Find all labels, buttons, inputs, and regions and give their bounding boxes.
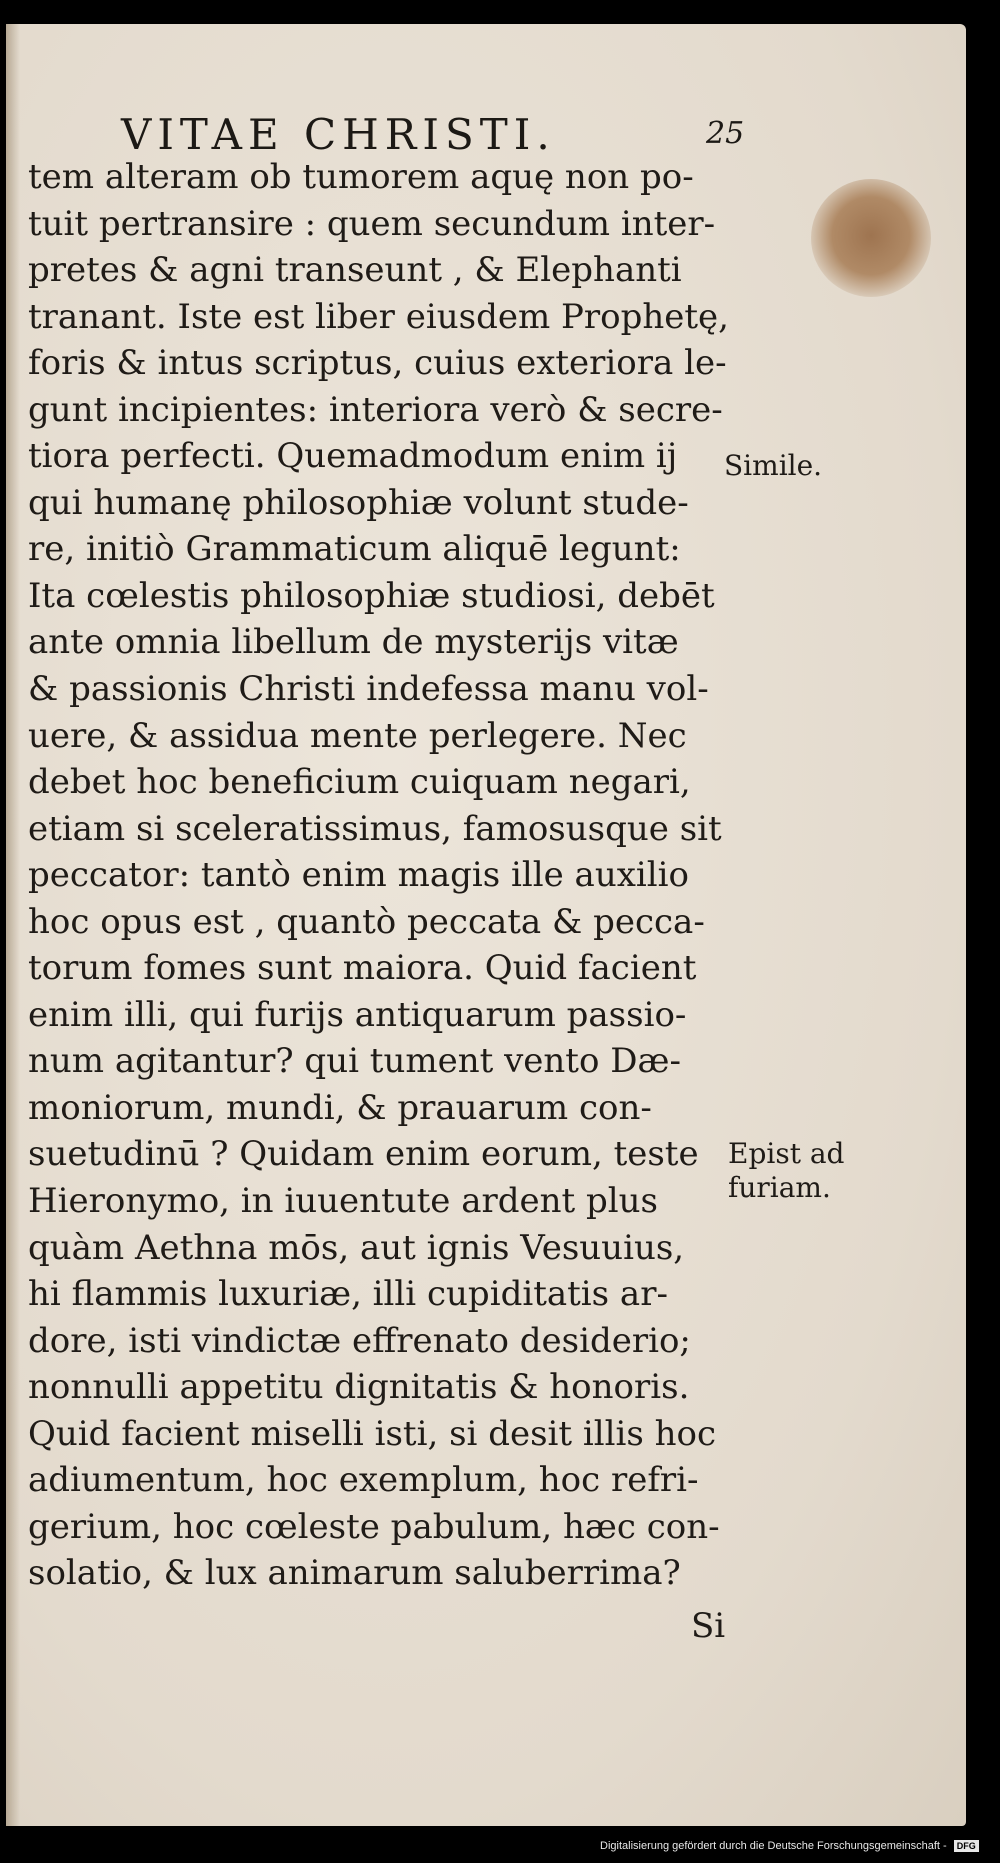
text-line: qui humanę philosophiæ volunt stude- [28, 482, 689, 523]
text-line: hoc opus est , quantò peccata & pecca- [28, 901, 705, 942]
margin-note-simile: Simile. [724, 449, 823, 482]
text-line: Ita cœlestis philosophiæ studiosi, debēt [28, 575, 715, 616]
dfg-logo: DFG [954, 1840, 979, 1852]
text-line: moniorum, mundi, & prauarum con- [28, 1087, 652, 1128]
foxing-stain [811, 179, 931, 297]
catchword: Si [691, 1606, 726, 1646]
text-line: Quid facient miselli isti, si desit illis hoc [28, 1413, 717, 1454]
text-line: etiam si sceleratissimus, famosusque sit [28, 808, 722, 849]
text-line: tranant. Iste est liber eiusdem Prophetę, [28, 296, 729, 337]
text-line: enim illi, qui furijs antiquarum passio- [28, 994, 687, 1035]
text-line: re, initiò Grammaticum aliquē legunt: [28, 529, 681, 570]
text-line: hi flammis luxuriæ, illi cupiditatis ar- [28, 1274, 668, 1315]
text-line: adiumentum, hoc exemplum, hoc refri- [28, 1460, 699, 1501]
running-head: VITAE CHRISTI. [121, 110, 556, 159]
text-line: uere, & assidua mente perlegere. Nec [28, 715, 687, 756]
folio-number: 25 [706, 116, 745, 151]
credit-text: Digitalisierung gefördert durch die Deutsche Forschungsgemeinschaft - [600, 1840, 947, 1852]
text-line: tuit pertransire : quem secundum inter- [28, 203, 716, 244]
text-line: suetudinū ? Quidam enim eorum, teste [28, 1134, 699, 1175]
text-line: debet hoc beneficium cuiquam negari, [28, 762, 691, 803]
text-line: peccator: tantò enim magis ille auxilio [28, 855, 689, 896]
text-line: num agitantur? qui tument vento Dæ- [28, 1041, 681, 1082]
digitization-credit [600, 1840, 979, 1852]
text-line: foris & intus scriptus, cuius exteriora le- [28, 343, 727, 384]
text-line: Hieronymo, in iuuentute ardent plus [28, 1181, 658, 1222]
text-line: gunt incipientes: interiora verò & secre- [28, 389, 723, 430]
text-line: & passionis Christi indefessa manu vol- [28, 669, 709, 710]
text-line: ante omnia libellum de mysterijs vitæ [28, 622, 679, 663]
gutter-shadow [6, 24, 20, 1826]
text-line: tem alteram ob tumorem aquę non po- [28, 157, 694, 197]
text-line: solatio, & lux animarum saluberrima? [28, 1553, 681, 1594]
text-line: tiora perfecti. Quemadmodum enim ij [28, 436, 678, 477]
text-line: quàm Aethna mōs, aut ignis Vesuuius, [28, 1227, 685, 1268]
text-line: gerium, hoc cœleste pabulum, hæc con- [28, 1506, 720, 1547]
text-line: pretes & agni transeunt , & Elephanti [28, 250, 682, 291]
text-line: nonnulli appetitu dignitatis & honoris. [28, 1367, 690, 1408]
margin-note-epistola: Epist ad furiam. [728, 1137, 845, 1204]
text-line: torum fomes sunt maiora. Quid facient [28, 948, 697, 989]
body-text [28, 154, 728, 1597]
text-line: dore, isti vindictæ effrenato desiderio; [28, 1320, 691, 1361]
book-page [6, 24, 966, 1826]
